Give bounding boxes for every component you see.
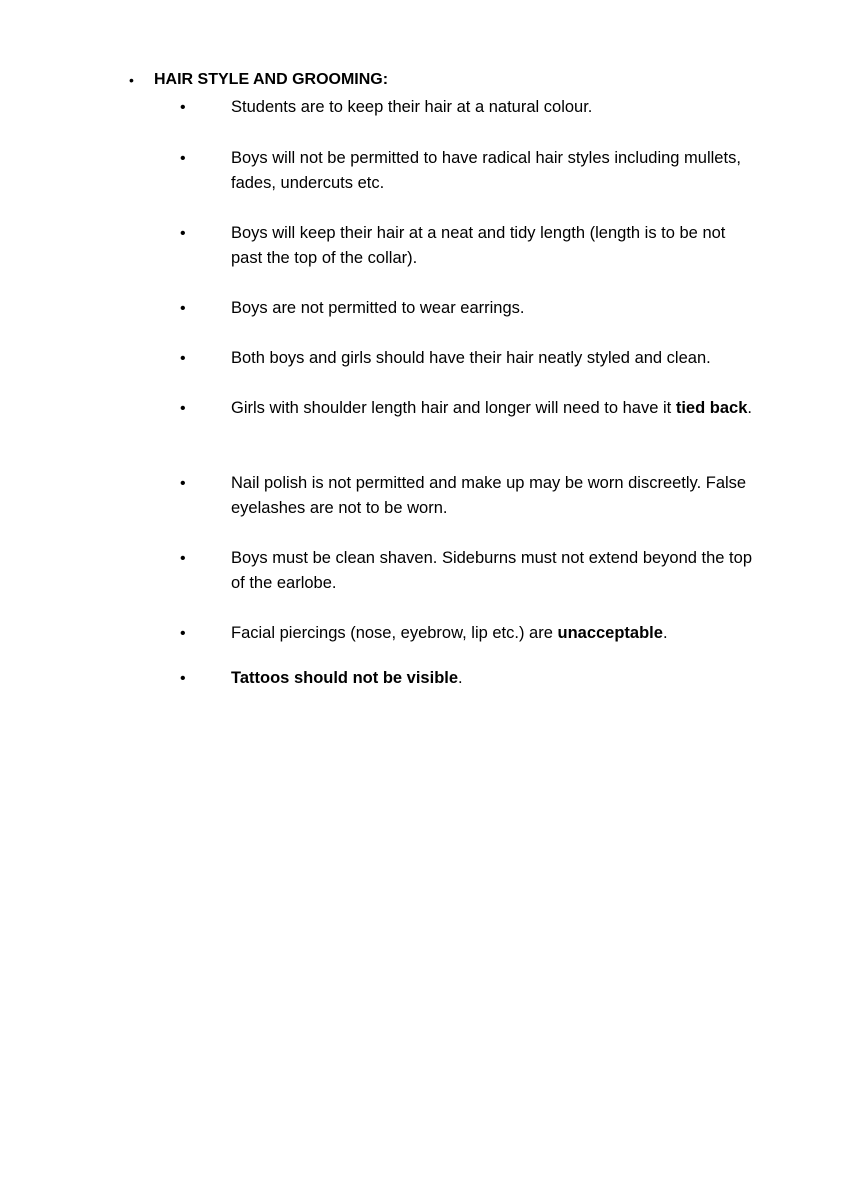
- bullet-icon: •: [180, 350, 186, 367]
- rule-text: [231, 221, 756, 271]
- rule-text-segment: Boys will keep their hair at a neat and tidy length (length is to be not past the top of the collar).: [231, 224, 726, 267]
- rule-text-segment: Boys are not permitted to wear earrings.: [231, 299, 525, 317]
- rule-text-emphasis: Tattoos should not be visible: [231, 669, 459, 687]
- bullet-icon: •: [129, 72, 134, 88]
- section-title: HAIR STYLE AND GROOMING:: [154, 71, 389, 88]
- bullet-icon: •: [180, 625, 186, 642]
- rule-text-emphasis: tied back: [675, 399, 748, 417]
- bullet-icon: •: [180, 475, 186, 492]
- rule-text: [231, 666, 756, 691]
- rule-text-segment: Students are to keep their hair at a natural colour.: [231, 98, 593, 116]
- bullet-icon: •: [180, 400, 186, 417]
- rule-text: [231, 146, 756, 196]
- rule-text-segment: Nail polish is not permitted and make up may be worn discreetly. False eyelashes are not to be worn.: [231, 474, 747, 517]
- rule-text-segment: Facial piercings (nose, eyebrow, lip etc.) are: [231, 624, 558, 642]
- bullet-icon: •: [180, 670, 186, 687]
- rule-text: [231, 95, 756, 120]
- rule-text-segment: .: [662, 624, 668, 642]
- rule-text: [231, 546, 756, 596]
- rule-text-emphasis: unacceptable: [557, 624, 663, 642]
- rule-text-segment: Boys must be clean shaven. Sideburns must not extend beyond the top of the earlobe.: [231, 549, 752, 592]
- bullet-icon: •: [180, 99, 186, 116]
- rule-text: [231, 621, 756, 646]
- bullet-icon: •: [180, 550, 186, 567]
- bullet-icon: •: [180, 300, 186, 317]
- rule-text: [231, 296, 756, 321]
- rule-text: [231, 396, 756, 421]
- rule-text-segment: .: [458, 669, 463, 687]
- rule-text: [231, 346, 756, 371]
- rule-text: [231, 471, 756, 521]
- rule-text-segment: Both boys and girls should have their hair neatly styled and clean.: [231, 349, 711, 367]
- bullet-icon: •: [180, 225, 186, 242]
- rule-text-segment: .: [747, 399, 752, 417]
- rule-text-segment: Girls with shoulder length hair and longer will need to have it: [231, 399, 676, 417]
- bullet-icon: •: [180, 150, 186, 167]
- rule-text-segment: Boys will not be permitted to have radical hair styles including mullets, fades, undercuts etc.: [231, 149, 741, 192]
